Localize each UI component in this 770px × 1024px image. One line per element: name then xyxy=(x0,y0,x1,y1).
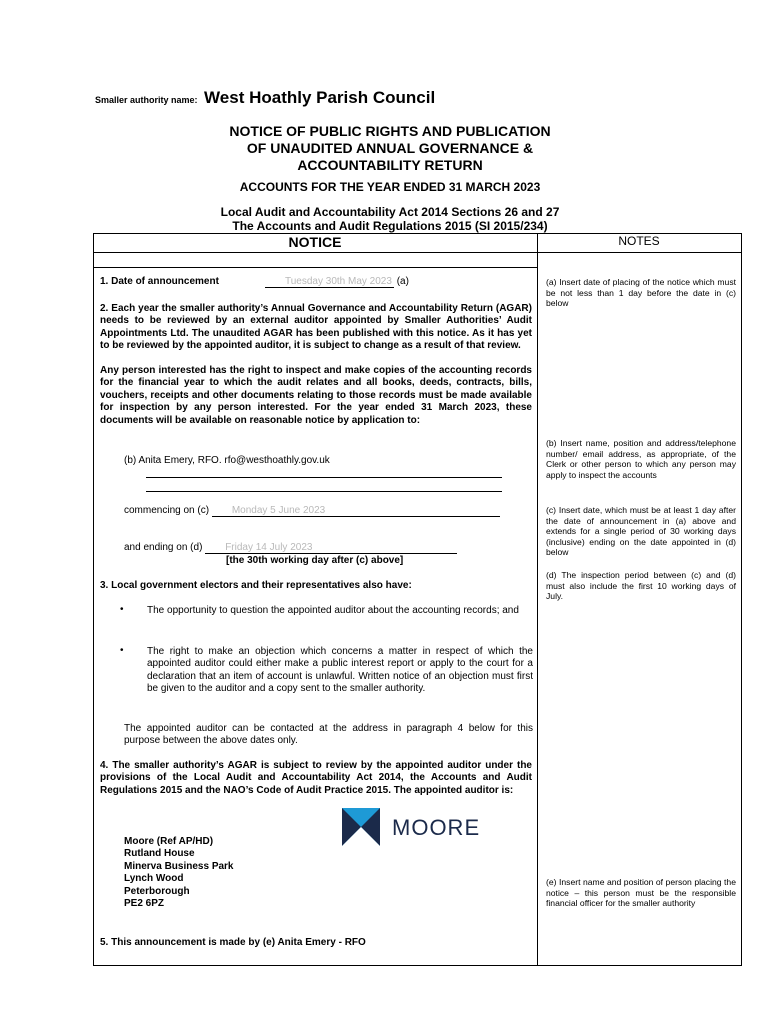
announcement-date: Tuesday 30th May 2023 xyxy=(265,276,394,288)
section-2-inspection-paragraph: Any person interested has the right to inspect and make copies of the accounting records for the financial year to which the audit relates and all books, deeds, contracts, bills, vouchers, receipts and other documents relating to those records must be made available for inspection by any person interested. For the year ended 31 March 2023, these documents will be available on reasonable notice by application to: xyxy=(100,365,532,426)
commencing-date: Monday 5 June 2023 xyxy=(212,505,500,517)
address-line: Rutland House xyxy=(124,848,195,860)
ending-label: and ending on (d) xyxy=(124,542,203,553)
act-line-2: The Accounts and Audit Regulations 2015 (SI 2015/234) xyxy=(232,219,548,233)
note-c: (c) Insert date, which must be at least 1 day after the date of announcement in (a) above and extends for a single period of 30 working days (inclusive) ending on the date appointed in (d) below xyxy=(546,505,736,558)
note-ref-a: (a) xyxy=(396,276,409,287)
moore-logo xyxy=(342,808,490,851)
act-line-1: Local Audit and Accountability Act 2014 Sections 26 and 27 xyxy=(220,205,560,219)
contact-details: (b) Anita Emery, RFO. rfo@westhoathly.gov.uk xyxy=(124,455,330,466)
moore-logo-mark xyxy=(342,808,490,846)
section-5-announcement: 5. This announcement is made by (e) Anita Emery - RFO xyxy=(100,937,366,948)
section-2-paragraph: 2. Each year the smaller authority’s Annual Governance and Accountability Return (AGAR) needs to be reviewed by an external auditor appointed by Smaller Authorities’ Audit Appointments Ltd. The unaudited AGAR has been published with this notice. As it has yet to be reviewed by the appointed auditor, it is subject to change as a result of that review. xyxy=(100,303,532,352)
authority-label: Smaller authority name: xyxy=(95,95,198,105)
authority-name: West Hoathly Parish Council xyxy=(204,88,436,107)
commencing-label: commencing on (c) xyxy=(124,505,210,516)
title-line-3: ACCOUNTABILITY RETURN xyxy=(297,157,483,173)
ending-row xyxy=(124,542,457,554)
commencing-row xyxy=(124,505,500,517)
announcement-date-field xyxy=(265,276,409,288)
header-divider xyxy=(93,252,741,253)
note-e: (e) Insert name and position of person placing the notice – this person must be the responsible financial officer for the smaller authority xyxy=(546,877,736,909)
title-line-2: OF UNAUDITED ANNUAL GOVERNANCE & xyxy=(246,140,534,156)
working-day-note: [the 30th working day after (c) above] xyxy=(226,555,404,566)
document-subtitle: ACCOUNTS FOR THE YEAR ENDED 31 MARCH 2023 xyxy=(239,180,541,194)
address-line: Minerva Business Park xyxy=(124,860,234,872)
auditor-address xyxy=(124,836,234,910)
address-line: Moore (Ref AP/HD) xyxy=(124,836,214,847)
moore-logo-text: MOORE xyxy=(392,815,481,840)
notice-header-underline xyxy=(93,267,538,268)
note-b: (b) Insert name, position and address/telephone number/ email address, as appropriate, of the Clerk or other person to which any person may apply to inspect the accounts xyxy=(546,438,736,480)
blank-line-1 xyxy=(146,477,502,479)
bullet-marker-2: • xyxy=(120,645,124,656)
address-line: PE2 6PZ xyxy=(124,898,165,910)
bullet-2-text: The right to make an objection which concerns a matter in respect of which the appointed auditor could either make a public interest report or apply to the court for a declaration that an item of account is unlawful. Written notice of an objection must first be given to the auditor and a copy sent to the smaller authority. xyxy=(147,646,533,695)
auditor-contact-paragraph: The appointed auditor can be contacted at the address in paragraph 4 below for this purpose between the above dates only. xyxy=(124,723,533,747)
notes-heading: NOTES xyxy=(618,234,660,248)
notice-heading: NOTICE xyxy=(288,234,342,250)
authority-line xyxy=(95,88,435,108)
date-of-announcement-label: 1. Date of announcement xyxy=(100,276,219,287)
legislation-reference xyxy=(120,205,660,233)
document-title xyxy=(180,123,600,174)
address-line: Lynch Wood xyxy=(124,873,184,885)
note-a: (a) Insert date of placing of the notice which must be not less than 1 day before the date in (c) below xyxy=(546,277,736,309)
bullet-1-text: The opportunity to question the appointed auditor about the accounting records; and xyxy=(147,605,519,616)
section-4-paragraph: 4. The smaller authority’s AGAR is subject to review by the appointed auditor under the provisions of the Local Audit and Accountability Act 2014, the Accounts and Audit Regulations 2015 and the NAO’s Code of Audit Practice 2015. The appointed auditor is: xyxy=(100,760,532,796)
ending-date: Friday 14 July 2023 xyxy=(205,542,457,554)
section-3-heading: 3. Local government electors and their representatives also have: xyxy=(100,580,412,591)
blank-line-2 xyxy=(146,491,502,493)
address-line: Peterborough xyxy=(124,885,190,897)
title-line-1: NOTICE OF PUBLIC RIGHTS AND PUBLICATION xyxy=(229,123,551,139)
column-divider xyxy=(537,233,538,965)
bullet-marker-1: • xyxy=(120,604,124,615)
note-d: (d) The inspection period between (c) and (d) must also include the first 10 working days of July. xyxy=(546,570,736,602)
